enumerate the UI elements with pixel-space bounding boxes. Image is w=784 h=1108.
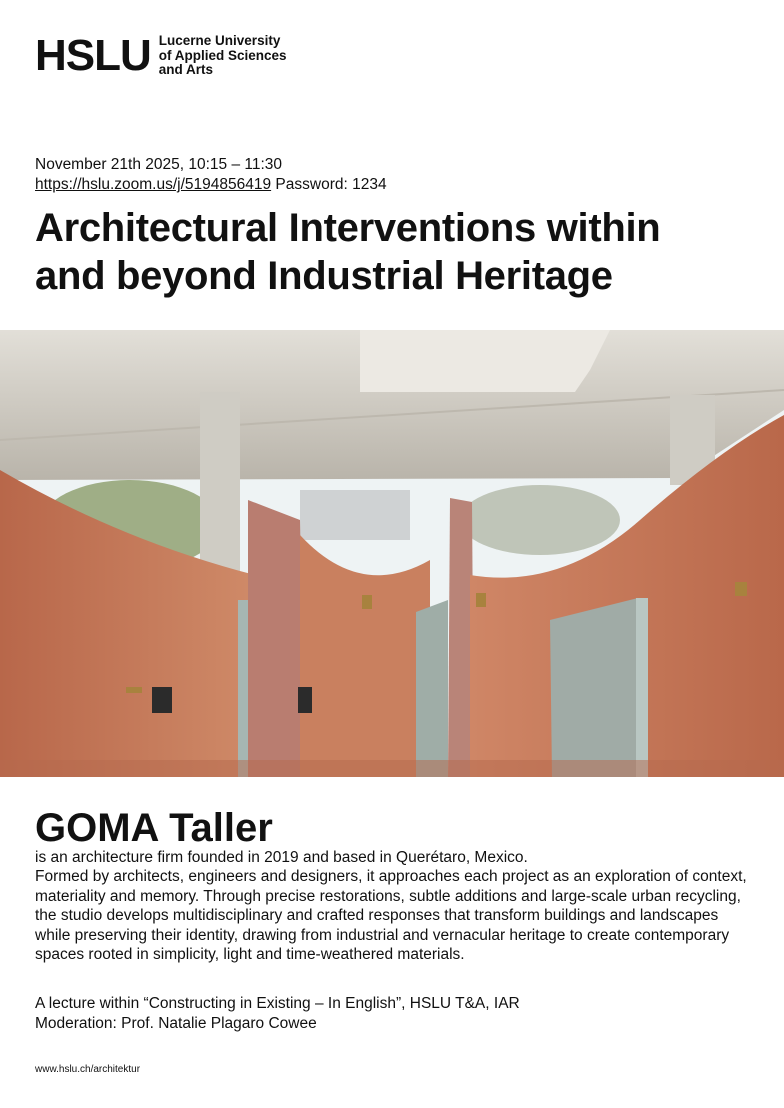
shower-head-2 <box>476 593 486 607</box>
interior-photo-illustration <box>0 330 784 777</box>
zoom-password: Password: 1234 <box>275 176 387 193</box>
speaker-description <box>35 848 755 964</box>
logo-mark: HSLU <box>35 31 151 80</box>
door-1 <box>238 600 248 777</box>
speaker-name: GOMA Taller <box>35 806 273 850</box>
logo-line-2: of Applied Sciences <box>158 47 287 63</box>
control-panel-2 <box>298 687 312 713</box>
column-left <box>200 392 240 572</box>
title-line-2: and beyond Industrial Heritage <box>35 254 613 298</box>
logo-text <box>159 34 287 78</box>
title-line-1: Architectural Interventions within <box>35 206 661 250</box>
zoom-link[interactable]: https://hslu.zoom.us/j/5194856419 <box>35 176 272 193</box>
logo-line-3: and Arts <box>158 62 214 78</box>
speaker-body: Formed by architects, engineers and designers, it approaches each project as an exploration of context, materiality and memory. Through precise restorations, subtle additions and large-scale urban recycling, the studio develops multidisciplinary and crafted responses that transform buildings and landscapes while preserving their identity, drawing from industrial and vernacular heritage to create contemporary spaces rooted in simplicity, light and time-weathered materials. <box>35 868 747 964</box>
zoom-line <box>35 175 387 195</box>
door-3 <box>550 598 646 777</box>
hslu-logo <box>35 31 287 80</box>
door-2 <box>416 600 448 777</box>
shower-head-1 <box>362 595 372 609</box>
lecture-moderation: Moderation: Prof. Natalie Plagaro Cowee <box>35 1015 317 1032</box>
lecture-title <box>35 204 775 300</box>
event-datetime: November 21th 2025, 10:15 – 11:30 <box>35 156 283 173</box>
control-panel-1 <box>152 687 172 713</box>
logo-line-1: Lucerne University <box>158 33 281 49</box>
event-meta <box>35 155 387 195</box>
hero-photo <box>0 330 784 777</box>
lecture-series: A lecture within “Constructing in Existing – In English”, HSLU T&A, IAR <box>35 995 520 1012</box>
speaker-intro: is an architecture firm founded in 2019 and based in Querétaro, Mexico. <box>35 849 528 866</box>
footer-url[interactable]: www.hslu.ch/architektur <box>35 1064 141 1075</box>
lecture-info <box>35 994 520 1034</box>
